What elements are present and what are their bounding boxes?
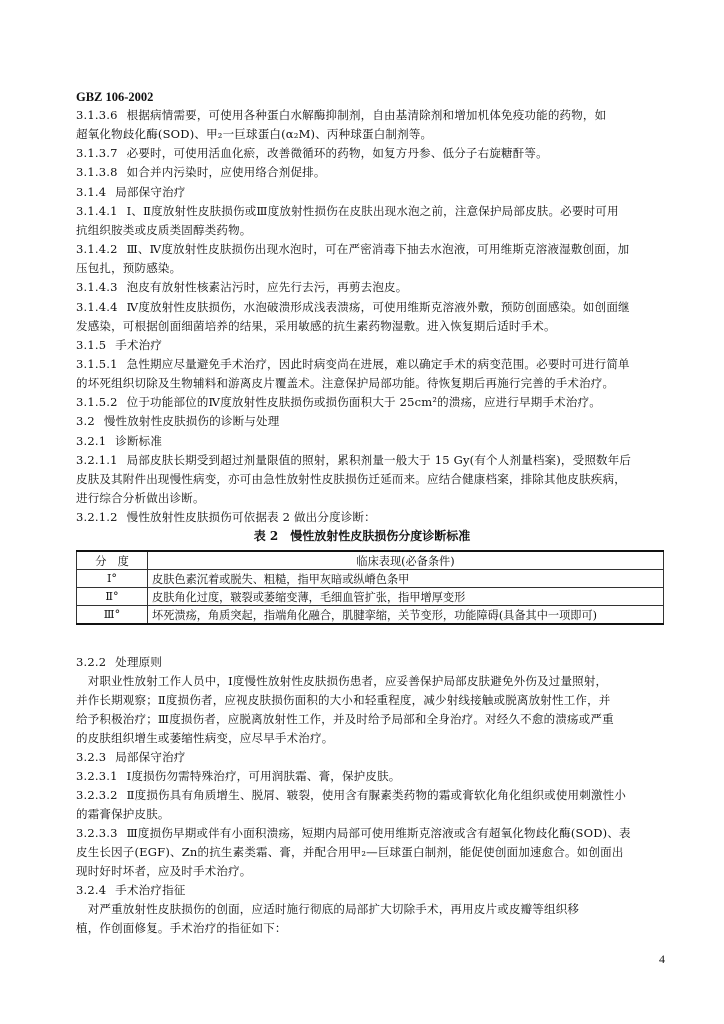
clause-number: 3.1.4.2 [76, 242, 118, 257]
clause-number: 3.1.3.6 [76, 108, 118, 122]
clause-text: 的坏死组织切除及生物辅料和游离皮片覆盖术。注意保护局部功能。待恢复期后再施行完善的手术治疗。 [76, 376, 615, 391]
text-line [76, 806, 170, 822]
text-line [76, 145, 548, 161]
clause-text: 植，作创面修复。手术治疗的指征如下： [76, 921, 287, 935]
table-row [77, 606, 664, 625]
clause-text: 皮肤及其附件出现慢性病变，亦可由急性放射性皮肤损伤迁延而来。应结合健康档案，排除其他皮肤疾病， [76, 471, 626, 486]
clause-number: 3.2 [76, 414, 95, 429]
text-line [76, 844, 624, 860]
text-line [76, 863, 252, 879]
text-line [76, 279, 407, 295]
table-row [77, 570, 664, 588]
text-line [76, 126, 432, 142]
text-line [76, 509, 376, 525]
text-line [76, 107, 606, 123]
clause-number: 3.1.4.1 [76, 203, 118, 218]
clause-text: 手术治疗 [115, 337, 163, 352]
clause-number: 3.2.3 [76, 750, 107, 764]
clause-number: 3.1.4 [76, 184, 107, 199]
text-line [76, 260, 181, 276]
clause-number: 3.2.3.1 [76, 769, 118, 783]
clause-text: 并作长期观察；Ⅱ度损伤者，应视皮肤损伤面积的大小和轻重程度，减少射线接触或脱离放射性工作，并 [76, 693, 611, 707]
clause-text: 现时好时坏者，应及时手术治疗。 [76, 864, 252, 878]
clause-number: 3.1.5.2 [76, 395, 118, 410]
diagnosis-table [76, 550, 664, 625]
clause-text: 诊断标准 [115, 433, 163, 448]
clause-number: 3.1.5.1 [76, 356, 118, 371]
clause-text: Ⅲ度损伤早期或伴有小面积溃疡，短期内局部可使用维斯克溶液或含有超氧化物歧化酶(SOD)、表 [126, 826, 631, 840]
text-line [76, 730, 333, 746]
clause-text: 对职业性放射工作人员中，Ⅰ度慢性放射性皮肤损伤患者，应妥善保护局部皮肤避免外伤及过量照射， [76, 674, 608, 688]
text-line [76, 318, 556, 334]
clause-number: 3.2.3.2 [76, 788, 118, 802]
text-line [76, 299, 630, 315]
table-cell-grade: Ⅰ° [77, 570, 148, 588]
clause-text: 根据病情需要，可使用各种蛋白水解酶抑制剂，自由基清除剂和增加机体免疫功能的药物，如 [126, 108, 607, 122]
table-header-clinical: 临床表现(必备条件) [148, 551, 664, 570]
text-line [76, 768, 400, 784]
text-line [76, 241, 629, 257]
clause-text: 进行综合分析做出诊断。 [76, 491, 205, 505]
clause-number: 3.1.5 [76, 337, 107, 352]
clause-text: 慢性放射性皮肤损伤可依据表 2 做出分度诊断： [126, 510, 376, 525]
clause-number: 3.2.1.1 [76, 452, 118, 467]
table-row [77, 588, 664, 606]
text-line [76, 375, 614, 391]
clause-text: 处理原则 [115, 655, 163, 669]
table-cell-clinical: 坏死溃疡，角质突起，指端角化融合，肌腱挛缩，关节变形，功能障碍(具备其中一项即可) [148, 606, 664, 625]
clause-text: 给予积极治疗；Ⅲ度损伤者，应脱离放射性工作，并及时给予局部和全身治疗。对经久不愈的溃疡或严重 [76, 712, 614, 726]
clause-text: 位于功能部位的Ⅳ度放射性皮肤损伤或损伤面积大于 25cm²的溃疡，应进行早期手术治疗。 [126, 395, 601, 410]
text-line [76, 413, 279, 429]
clause-text: 的霜膏保护皮肤。 [76, 807, 170, 821]
text-line [76, 787, 626, 803]
clause-text: 必要时，可使用活血化瘀，改善微循环的药物，如复方丹参、低分子右旋糖酐等。 [126, 146, 548, 161]
clause-text: 手术治疗指征 [115, 883, 186, 897]
clause-text: 局部保守治疗 [115, 750, 186, 764]
clause-text: 急性期应尽量避免手术治疗，因此时病变尚在进展，难以确定手术的病变范围。必要时可进行简单 [126, 356, 630, 371]
clause-text: 超氧化物歧化酶(SOD)、甲₂一巨球蛋白(α₂M)、丙种球蛋白制剂等。 [76, 127, 433, 142]
text-line [76, 184, 185, 200]
clause-text: Ⅲ、Ⅳ度放射性皮肤损伤出现水泡时，可在严密消毒下抽去水泡液，可用维斯克溶液湿敷创面，加 [126, 242, 630, 257]
table-cell-clinical: 皮肤色素沉着或脱失、粗糙，指甲灰暗或纵嵴色条甲 [148, 570, 664, 588]
clause-text: Ⅱ度损伤具有角质增生、脱屑、皲裂，使用含有脲素类药物的霜或膏软化角化组织或使用刺激性小 [126, 788, 627, 802]
clause-text: 皮生长因子(EGF)、Zn的抗生素类霜、膏，并配合用甲₂—巨球蛋白制剂，能促使创面加速愈合。如创面出 [76, 845, 624, 859]
clause-number: 3.1.3.8 [76, 165, 118, 180]
clause-text: Ⅰ度损伤勿需特殊治疗，可用润肤霜、膏，保护皮肤。 [126, 769, 401, 783]
clause-number: 3.1.3.7 [76, 146, 118, 161]
text-line [76, 882, 185, 898]
table-caption: 表 2 慢性放射性皮肤损伤分度诊断标准 [253, 529, 471, 543]
clause-text: 如合并内污染时，应使用络合剂促排。 [126, 165, 326, 180]
clause-text: 泡皮有放射性核素沾污时，应先行去污，再剪去泡皮。 [126, 280, 408, 295]
text-line [76, 433, 162, 449]
text-line [76, 654, 162, 670]
clause-text: 压包扎，预防感染。 [76, 261, 182, 276]
clause-number: 3.1.4.3 [76, 280, 118, 295]
text-line [76, 356, 630, 372]
clause-text: 局部保守治疗 [115, 184, 186, 199]
clause-text: 发感染，可根据创面细菌培养的结果，采用敏感的抗生素药物湿敷。进入恢复期后适时手术。 [76, 318, 556, 333]
clause-text: 对严重放射性皮肤损伤的创面，应适时施行彻底的局部扩大切除手术，再用皮片或皮瓣等组织移 [76, 902, 580, 916]
clause-number: 3.2.1.2 [76, 510, 118, 525]
clause-text: 慢性放射性皮肤损伤的诊断与处理 [103, 414, 280, 429]
text-line [76, 825, 631, 841]
text-line [76, 711, 614, 727]
text-line [76, 222, 252, 238]
table-cell-clinical: 皮肤角化过度，皲裂或萎缩变薄，毛细血管扩张，指甲增厚变形 [148, 588, 664, 606]
clause-number: 3.2.4 [76, 883, 107, 897]
text-line [76, 920, 287, 936]
clause-text: Ⅰ、Ⅱ度放射性皮肤损伤或Ⅲ度放射性损伤在皮肤出现水泡之前，注意保护局部皮肤。必要时可用 [126, 203, 619, 218]
table-header-grade: 分 度 [77, 551, 148, 570]
text-line [76, 749, 185, 765]
clause-text: 局部皮肤长期受到超过剂量限值的照射，累积剂量一般大于 15 Gy(有个人剂量档案)，受照数年后 [126, 452, 632, 467]
clause-text: Ⅳ度放射性皮肤损伤，水泡破溃形成浅表溃疡，可使用维斯克溶液外敷，预防创面感染。如创面继 [126, 299, 630, 314]
table-cell-grade: Ⅱ° [77, 588, 148, 606]
text-line [76, 692, 611, 708]
text-line [76, 452, 631, 468]
clause-number: 3.1.4.4 [76, 299, 118, 314]
clause-number: 3.2.1 [76, 433, 107, 448]
text-line [76, 471, 626, 487]
text-line [76, 901, 579, 917]
table-cell-grade: Ⅲ° [77, 606, 148, 625]
clause-number: 3.2.2 [76, 655, 107, 669]
text-line [76, 164, 326, 180]
text-line [76, 337, 162, 353]
text-line [76, 203, 619, 219]
text-line [76, 673, 607, 689]
text-line [76, 394, 601, 410]
clause-text: 抗组织胺类或皮质类固醇类药物。 [76, 222, 252, 237]
standard-code: GBZ 106-2002 [76, 90, 154, 104]
text-line [76, 490, 205, 506]
table-header-row [77, 551, 664, 570]
clause-number: 3.2.3.3 [76, 826, 118, 840]
page-number: 4 [659, 952, 665, 966]
clause-text: 的皮肤组织增生或萎缩性病变，应尽早手术治疗。 [76, 731, 334, 745]
